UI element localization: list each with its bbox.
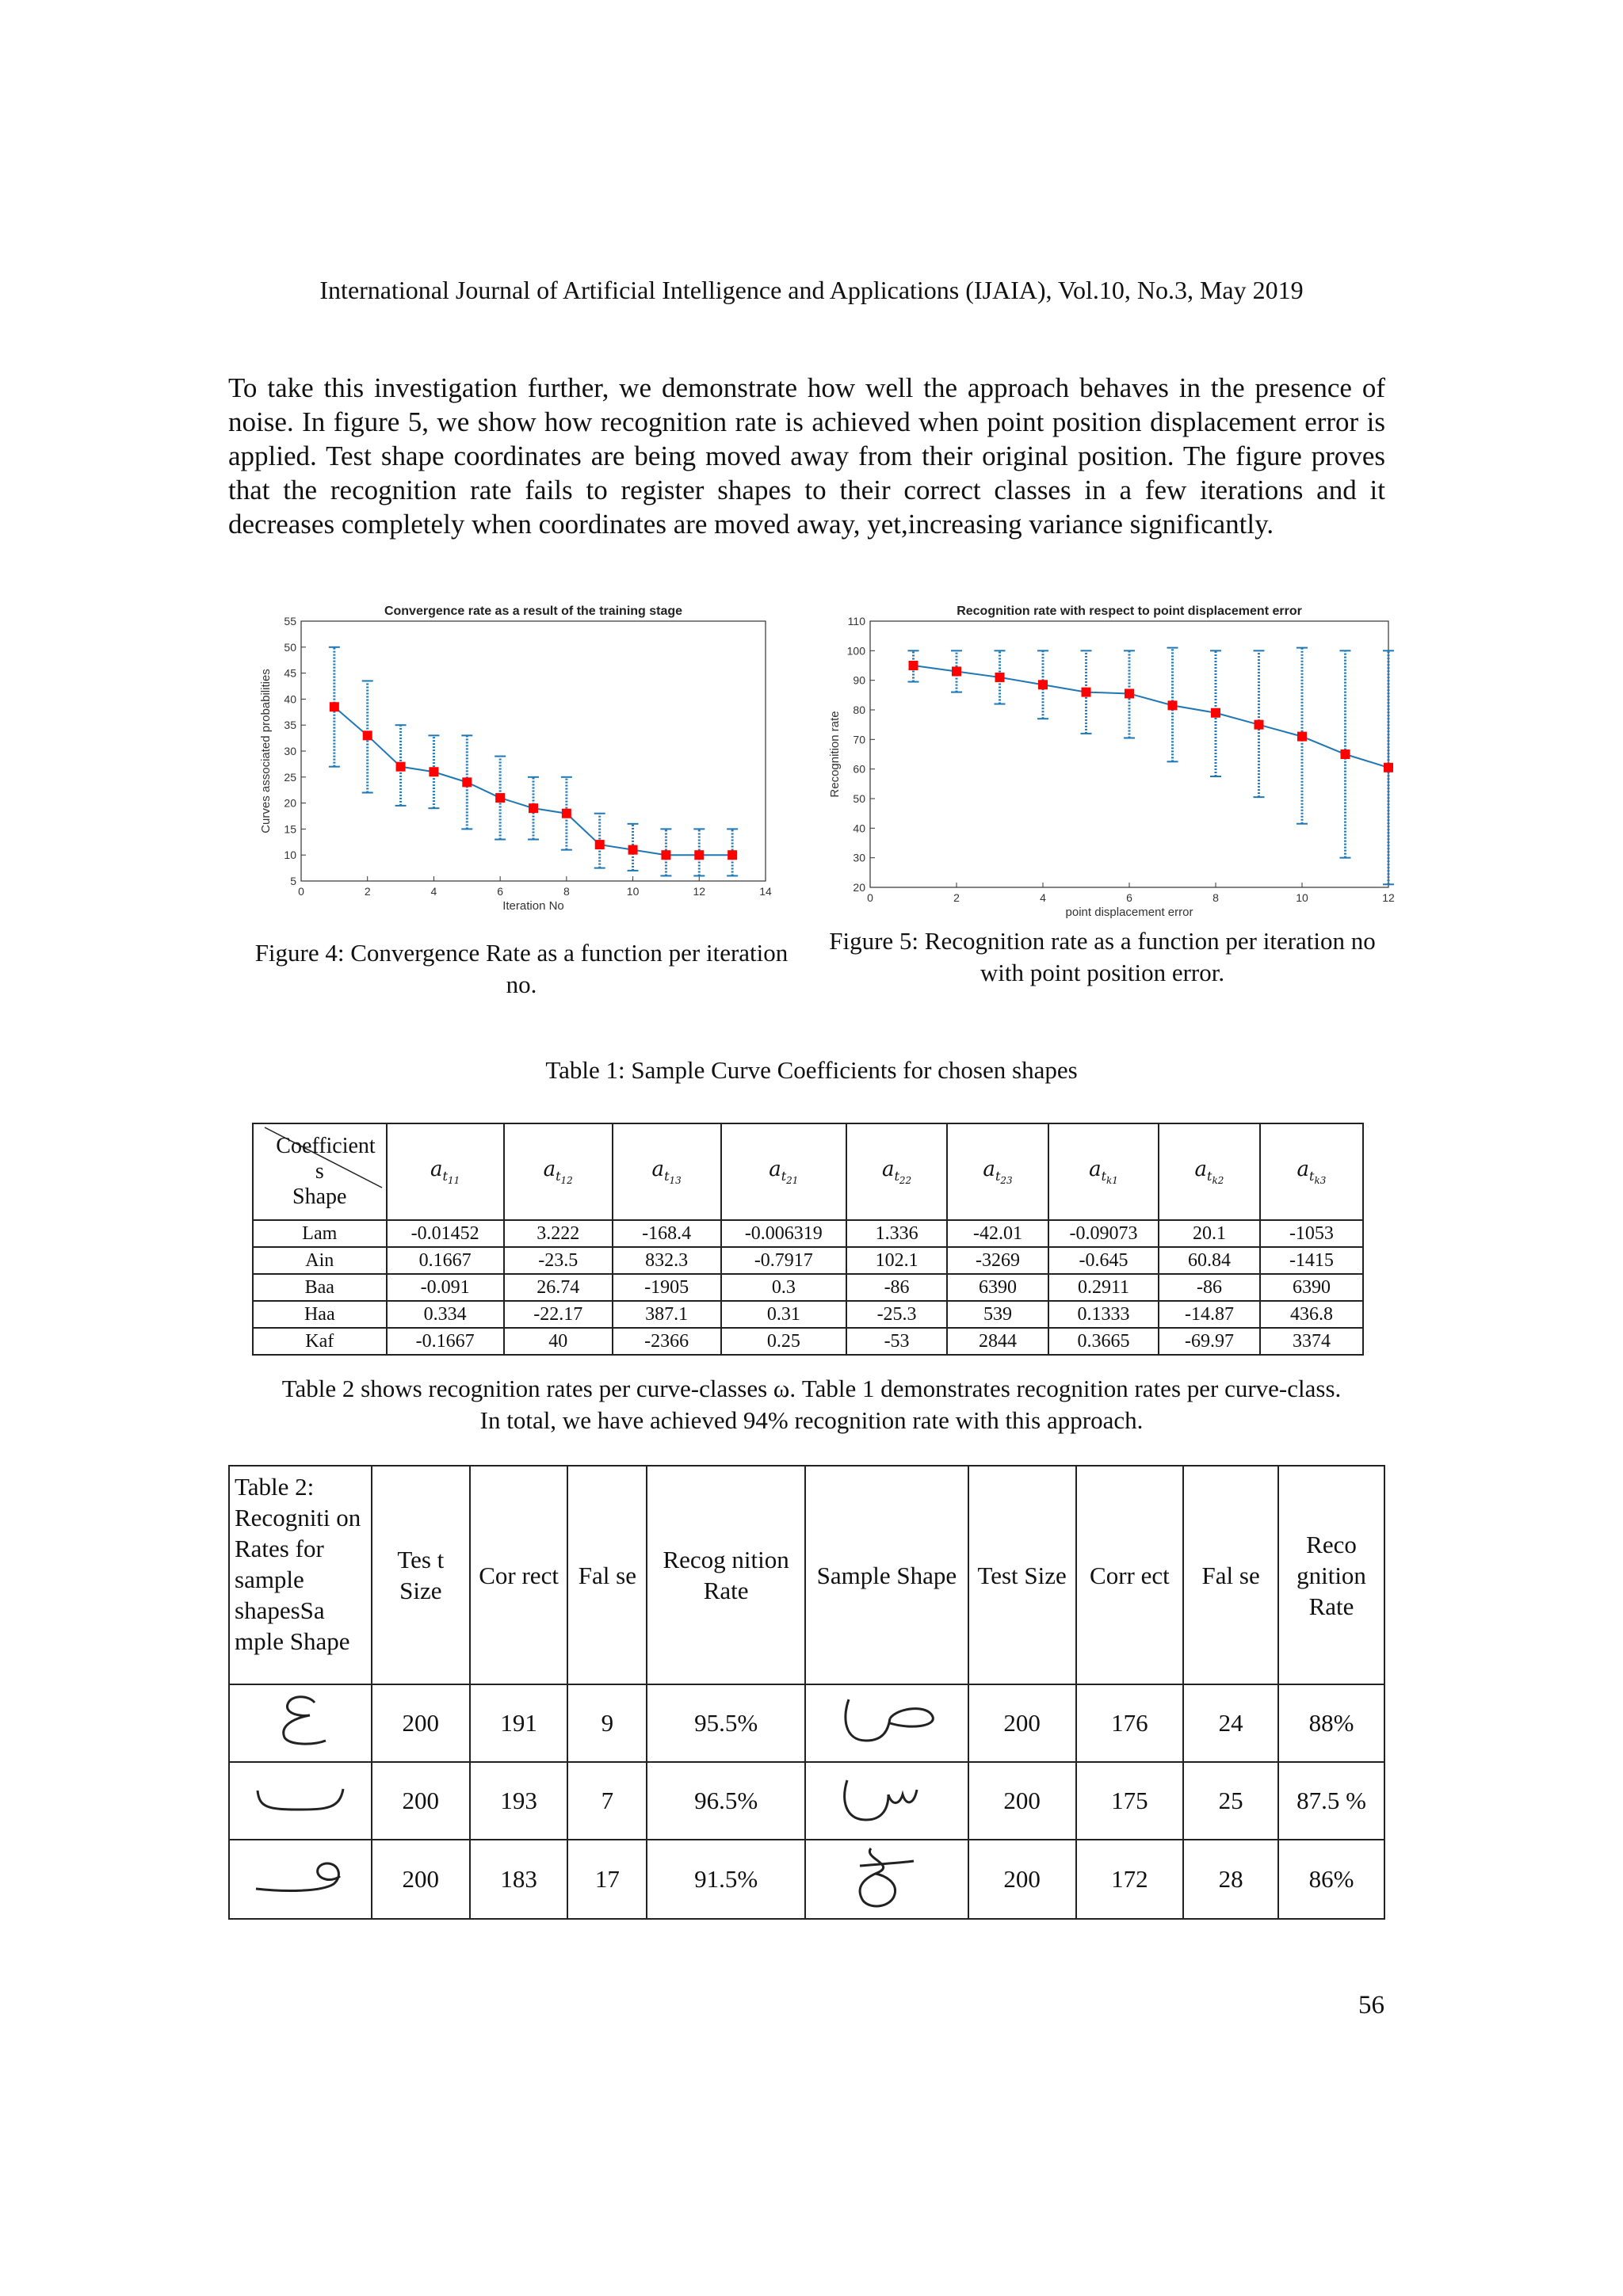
y-tick-label: 10 (284, 849, 296, 862)
y-tick-label: 50 (853, 792, 865, 805)
t2-r0-correct-r: 176 (1076, 1684, 1184, 1762)
intro-paragraph: To take this investigation further, we demonstrate how well the approach behaves in the presence of noise. In figure 5, we show how recognition rate is achieved when point position displacement error is applied. Test shape coordinates are being moved away from their original position. The figure proves that the recognition rate fails to register shapes to their correct classes in a few iterations and it decreases completely when coordinates are moved away, yet,increasing variance significantly. (228, 372, 1385, 540)
coef-value-cell: 0.2911 (1048, 1274, 1159, 1301)
t2-r0-test-r: 200 (968, 1684, 1076, 1762)
t2-r1-correct-r: 175 (1076, 1762, 1184, 1840)
x-tick-label: 10 (1296, 891, 1308, 904)
shape-name-cell: Haa (253, 1301, 387, 1328)
y-tick-label: 60 (853, 762, 865, 776)
coef-header-3 (721, 1123, 846, 1220)
t2-header-9: Reco gnition Rate (1278, 1466, 1384, 1684)
t2-header-1: Tes t Size (372, 1466, 470, 1684)
coef-sub: tk3 (1309, 1169, 1327, 1187)
y-axis-label: Recognition rate (828, 711, 842, 798)
haa-shape-image (805, 1840, 968, 1919)
coef-header-7 (1159, 1123, 1260, 1220)
coef-value-cell: -1053 (1260, 1220, 1363, 1247)
coef-value-cell: -1905 (613, 1274, 721, 1301)
coef-label (430, 1157, 460, 1187)
coef-value-cell: -0.006319 (721, 1220, 846, 1247)
coef-sub: tk2 (1207, 1169, 1224, 1187)
shape-name-cell: Lam (253, 1220, 387, 1247)
coef-value-cell: 0.3665 (1048, 1328, 1159, 1355)
coef-label (1089, 1157, 1118, 1187)
corner-bottom-label: Shape (292, 1184, 347, 1209)
y-tick-label: 45 (284, 666, 296, 680)
t2-r1-rate-r: 87.5 % (1278, 1762, 1384, 1840)
coef-base: a (1194, 1157, 1208, 1181)
coef-value-cell: -0.01452 (387, 1220, 504, 1247)
t2-r1-test-r: 200 (968, 1762, 1076, 1840)
coef-sub2: 12 (560, 1175, 573, 1187)
coef-value-cell: -42.01 (947, 1220, 1048, 1247)
x-tick-label: 2 (953, 891, 960, 904)
y-tick-label: 30 (853, 851, 865, 864)
t2-r2-correct: 183 (470, 1840, 568, 1919)
shape-name-cell: Kaf (253, 1328, 387, 1355)
data-point (429, 767, 438, 776)
y-tick-label: 5 (290, 875, 296, 887)
coef-sub: t12 (556, 1169, 573, 1187)
coef-label (983, 1157, 1013, 1187)
coef-value-cell: 60.84 (1159, 1247, 1260, 1274)
data-point (1211, 708, 1220, 718)
data-point (694, 850, 704, 860)
figure-5-caption: Figure 5: Recognition rate as a function per iteration no with point position error. (829, 927, 1376, 986)
coef-value-cell: 20.1 (1159, 1220, 1260, 1247)
data-point (1168, 700, 1178, 710)
coef-value-cell: 6390 (1260, 1274, 1363, 1301)
coef-value-cell: 0.3 (721, 1274, 846, 1301)
coef-value-cell: 3374 (1260, 1328, 1363, 1355)
coef-value-cell: 387.1 (613, 1301, 721, 1328)
recognition-rates-table (228, 1465, 1385, 1920)
data-point (396, 762, 406, 772)
page-number: 56 (1358, 1991, 1384, 2019)
data-point (909, 661, 918, 670)
coef-value-cell: 0.25 (721, 1328, 846, 1355)
y-tick-label: 40 (853, 822, 865, 835)
x-axis-label: Iteration No (502, 899, 564, 913)
table-row (253, 1328, 1363, 1355)
t2-r2-test: 200 (372, 1840, 470, 1919)
t2-r2-false: 17 (567, 1840, 647, 1919)
coef-base: a (1089, 1157, 1102, 1181)
data-point (995, 673, 1005, 682)
journal-header: International Journal of Artificial Intelligence and Applications (IJAIA), Vol.10, No.3, May 2019 (319, 276, 1304, 304)
coef-sub2: 22 (899, 1175, 912, 1187)
coef-value-cell: 0.1667 (387, 1247, 504, 1274)
coef-sub: t21 (781, 1169, 799, 1187)
t2-r1-test: 200 (372, 1762, 470, 1840)
y-tick-label: 15 (284, 822, 296, 836)
coef-value-cell: 3.222 (504, 1220, 613, 1247)
data-point (562, 809, 571, 818)
coef-value-cell: -0.645 (1048, 1247, 1159, 1274)
coef-value-cell: 0.1333 (1048, 1301, 1159, 1328)
x-tick-label: 4 (1040, 891, 1046, 904)
t2-r0-false: 9 (567, 1684, 647, 1762)
coef-value-cell: -0.7917 (721, 1247, 846, 1274)
table-row (253, 1247, 1363, 1274)
coef-sub2: k2 (1212, 1175, 1224, 1187)
t2-r0-test: 200 (372, 1684, 470, 1762)
t2-header-5: Sample Shape (805, 1466, 968, 1684)
t2-header-3: Fal se (567, 1466, 647, 1684)
recognition-chart-svg (816, 602, 1403, 923)
t2-r2-test-r: 200 (968, 1840, 1076, 1919)
coef-label (1194, 1157, 1224, 1187)
t2-r2-rate-r: 86% (1278, 1840, 1384, 1919)
coef-label (543, 1157, 573, 1187)
t2-r1-correct: 193 (470, 1762, 568, 1840)
waw-shape-image (229, 1840, 372, 1919)
coef-value-cell: -0.091 (387, 1274, 504, 1301)
coef-header-0 (387, 1123, 504, 1220)
t2-header-6: Test Size (968, 1466, 1076, 1684)
y-tick-label: 110 (847, 615, 865, 627)
x-tick-label: 6 (497, 885, 504, 898)
coef-sub2: 23 (1000, 1175, 1013, 1187)
coef-sub2: 21 (786, 1175, 799, 1187)
coef-value-cell: -69.97 (1159, 1328, 1260, 1355)
coef-base: a (769, 1157, 781, 1181)
coef-sub2: 13 (669, 1175, 682, 1187)
data-point (1082, 688, 1091, 697)
coef-value-cell: -86 (846, 1274, 947, 1301)
coef-base: a (881, 1157, 895, 1181)
data-point (727, 850, 737, 860)
coef-value-cell: 0.31 (721, 1301, 846, 1328)
data-point (595, 840, 605, 849)
table-1-caption: Table 1: Sample Curve Coefficients for chosen shapes (545, 1056, 1078, 1084)
coef-header-1 (504, 1123, 613, 1220)
y-tick-label: 20 (284, 796, 296, 810)
coef-header-2 (613, 1123, 721, 1220)
coef-sub: tk1 (1101, 1169, 1118, 1187)
y-tick-label: 55 (284, 615, 296, 627)
coef-value-cell: 539 (947, 1301, 1048, 1328)
x-tick-label: 12 (693, 885, 706, 898)
y-tick-label: 40 (284, 692, 296, 706)
t2-header-0: Table 2: Recogniti on Rates for sample shapesSa mple Shape (229, 1466, 372, 1684)
t2-r2-rate: 91.5% (647, 1840, 805, 1919)
t2-r2-false-r: 28 (1183, 1840, 1278, 1919)
y-tick-label: 50 (284, 640, 296, 654)
coef-header-4 (846, 1123, 947, 1220)
x-tick-label: 4 (430, 885, 437, 898)
coefficients-table (252, 1123, 1364, 1356)
t2-r0-rate: 95.5% (647, 1684, 805, 1762)
coef-base: a (430, 1157, 443, 1181)
figure-5-chart (816, 602, 1403, 927)
y-tick-label: 30 (284, 745, 296, 757)
table-row (253, 1301, 1363, 1328)
y-tick-label: 35 (284, 719, 296, 732)
coef-header-6 (1048, 1123, 1159, 1220)
data-point (495, 793, 505, 803)
y-axis-label: Curves associated probabilities (259, 669, 273, 833)
coef-value-cell: -86 (1159, 1274, 1260, 1301)
corner-top-label: Coefficient s (276, 1134, 376, 1184)
x-tick-label: 0 (867, 891, 873, 904)
data-point (1254, 720, 1264, 730)
shape-name-cell: Baa (253, 1274, 387, 1301)
t2-header-2: Cor rect (470, 1466, 568, 1684)
coef-value-cell: -53 (846, 1328, 947, 1355)
t2-r0-rate-r: 88% (1278, 1684, 1384, 1762)
coef-base: a (1296, 1157, 1310, 1181)
plot-area (301, 621, 766, 881)
shape-name-cell: Ain (253, 1247, 387, 1274)
coef-value-cell: -25.3 (846, 1301, 947, 1328)
coef-sub2: 11 (447, 1175, 460, 1187)
x-tick-label: 0 (298, 885, 304, 898)
table-row (253, 1274, 1363, 1301)
coef-base: a (651, 1157, 665, 1181)
t2-r1-false-r: 25 (1183, 1762, 1278, 1840)
convergence-chart-svg (252, 602, 785, 919)
t2-r2-correct-r: 172 (1076, 1840, 1184, 1919)
data-point (628, 845, 638, 855)
coef-value-cell: -2366 (613, 1328, 721, 1355)
coef-value-cell: -0.09073 (1048, 1220, 1159, 1247)
coef-value-cell: 832.3 (613, 1247, 721, 1274)
y-tick-label: 90 (853, 673, 865, 687)
coef-base: a (543, 1157, 556, 1181)
ain-shape-image (229, 1684, 372, 1762)
coef-value-cell: -22.17 (504, 1301, 613, 1328)
table-row (229, 1840, 1384, 1919)
coef-value-cell: -168.4 (613, 1220, 721, 1247)
figure-4-chart (252, 602, 785, 923)
coef-value-cell: 2844 (947, 1328, 1048, 1355)
data-point (1384, 763, 1393, 772)
coef-label (769, 1157, 799, 1187)
table-row (229, 1684, 1384, 1762)
t2-header-8: Fal se (1183, 1466, 1278, 1684)
data-point (462, 777, 472, 787)
x-tick-label: 2 (364, 885, 371, 898)
x-tick-label: 6 (1126, 891, 1132, 904)
data-point (952, 666, 961, 676)
coef-sub: t23 (995, 1169, 1013, 1187)
coef-value-cell: 26.74 (504, 1274, 613, 1301)
data-point (529, 803, 538, 813)
coef-sub: t13 (664, 1169, 682, 1187)
table-row (253, 1220, 1363, 1247)
x-tick-label: 8 (563, 885, 570, 898)
coef-sub: t22 (894, 1169, 912, 1187)
table-2-header-row (229, 1466, 1384, 1684)
x-tick-label: 10 (626, 885, 640, 898)
chart-title: Recognition rate with respect to point displacement error (957, 605, 1302, 618)
coef-value-cell: 102.1 (846, 1247, 947, 1274)
baa-shape-image (229, 1762, 372, 1840)
y-tick-label: 70 (853, 733, 865, 746)
coef-sub2: k1 (1106, 1175, 1118, 1187)
corner-header-cell (253, 1123, 387, 1220)
y-tick-label: 25 (284, 770, 296, 784)
t2-header-4: Recog nition Rate (647, 1466, 805, 1684)
y-tick-label: 20 (853, 881, 865, 894)
figure-4-caption: Figure 4: Convergence Rate as a function per iteration no. (254, 939, 789, 998)
x-tick-label: 12 (1382, 891, 1395, 904)
coef-value-cell: 40 (504, 1328, 613, 1355)
data-point (330, 702, 339, 711)
coef-label (881, 1157, 912, 1187)
y-tick-label: 100 (846, 644, 865, 658)
coef-value-cell: 6390 (947, 1274, 1048, 1301)
sad-shape-image (805, 1684, 968, 1762)
coef-header-5 (947, 1123, 1048, 1220)
coef-value-cell: -14.87 (1159, 1301, 1260, 1328)
data-point (363, 730, 372, 740)
coef-value-cell: 0.334 (387, 1301, 504, 1328)
coef-base: a (983, 1157, 995, 1181)
data-point (1125, 688, 1134, 698)
data-point (1038, 680, 1048, 689)
data-point (661, 850, 670, 860)
y-tick-label: 80 (853, 704, 865, 716)
coef-value-cell: 1.336 (846, 1220, 947, 1247)
table-row (229, 1762, 1384, 1840)
t2-r0-false-r: 24 (1183, 1684, 1278, 1762)
coef-value-cell: -3269 (947, 1247, 1048, 1274)
data-point (1341, 749, 1350, 759)
coef-value-cell: -0.1667 (387, 1328, 504, 1355)
coef-label (1296, 1157, 1327, 1187)
coef-value-cell: -1415 (1260, 1247, 1363, 1274)
x-axis-label: point displacement error (1065, 906, 1193, 919)
coef-header-8 (1260, 1123, 1363, 1220)
coef-sub2: k3 (1314, 1175, 1327, 1187)
t2-header-7: Corr ect (1076, 1466, 1184, 1684)
t2-r1-false: 7 (567, 1762, 647, 1840)
coef-value-cell: 436.8 (1260, 1301, 1363, 1328)
data-point (1297, 732, 1307, 742)
t2-r1-rate: 96.5% (647, 1762, 805, 1840)
coef-sub: t11 (442, 1169, 460, 1187)
chart-title: Convergence rate as a result of the training stage (384, 605, 683, 618)
table-2-intro: Table 2 shows recognition rates per curve-classes ω. Table 1 demonstrates recognition rates per curve-class. In total, we have achieved 94% recognition rate with this approach. (281, 1375, 1342, 1434)
seen-shape-image (805, 1762, 968, 1840)
coef-label (651, 1157, 682, 1187)
coef-value-cell: -23.5 (504, 1247, 613, 1274)
t2-r0-correct: 191 (470, 1684, 568, 1762)
x-tick-label: 8 (1212, 891, 1219, 904)
x-tick-label: 14 (759, 885, 772, 898)
